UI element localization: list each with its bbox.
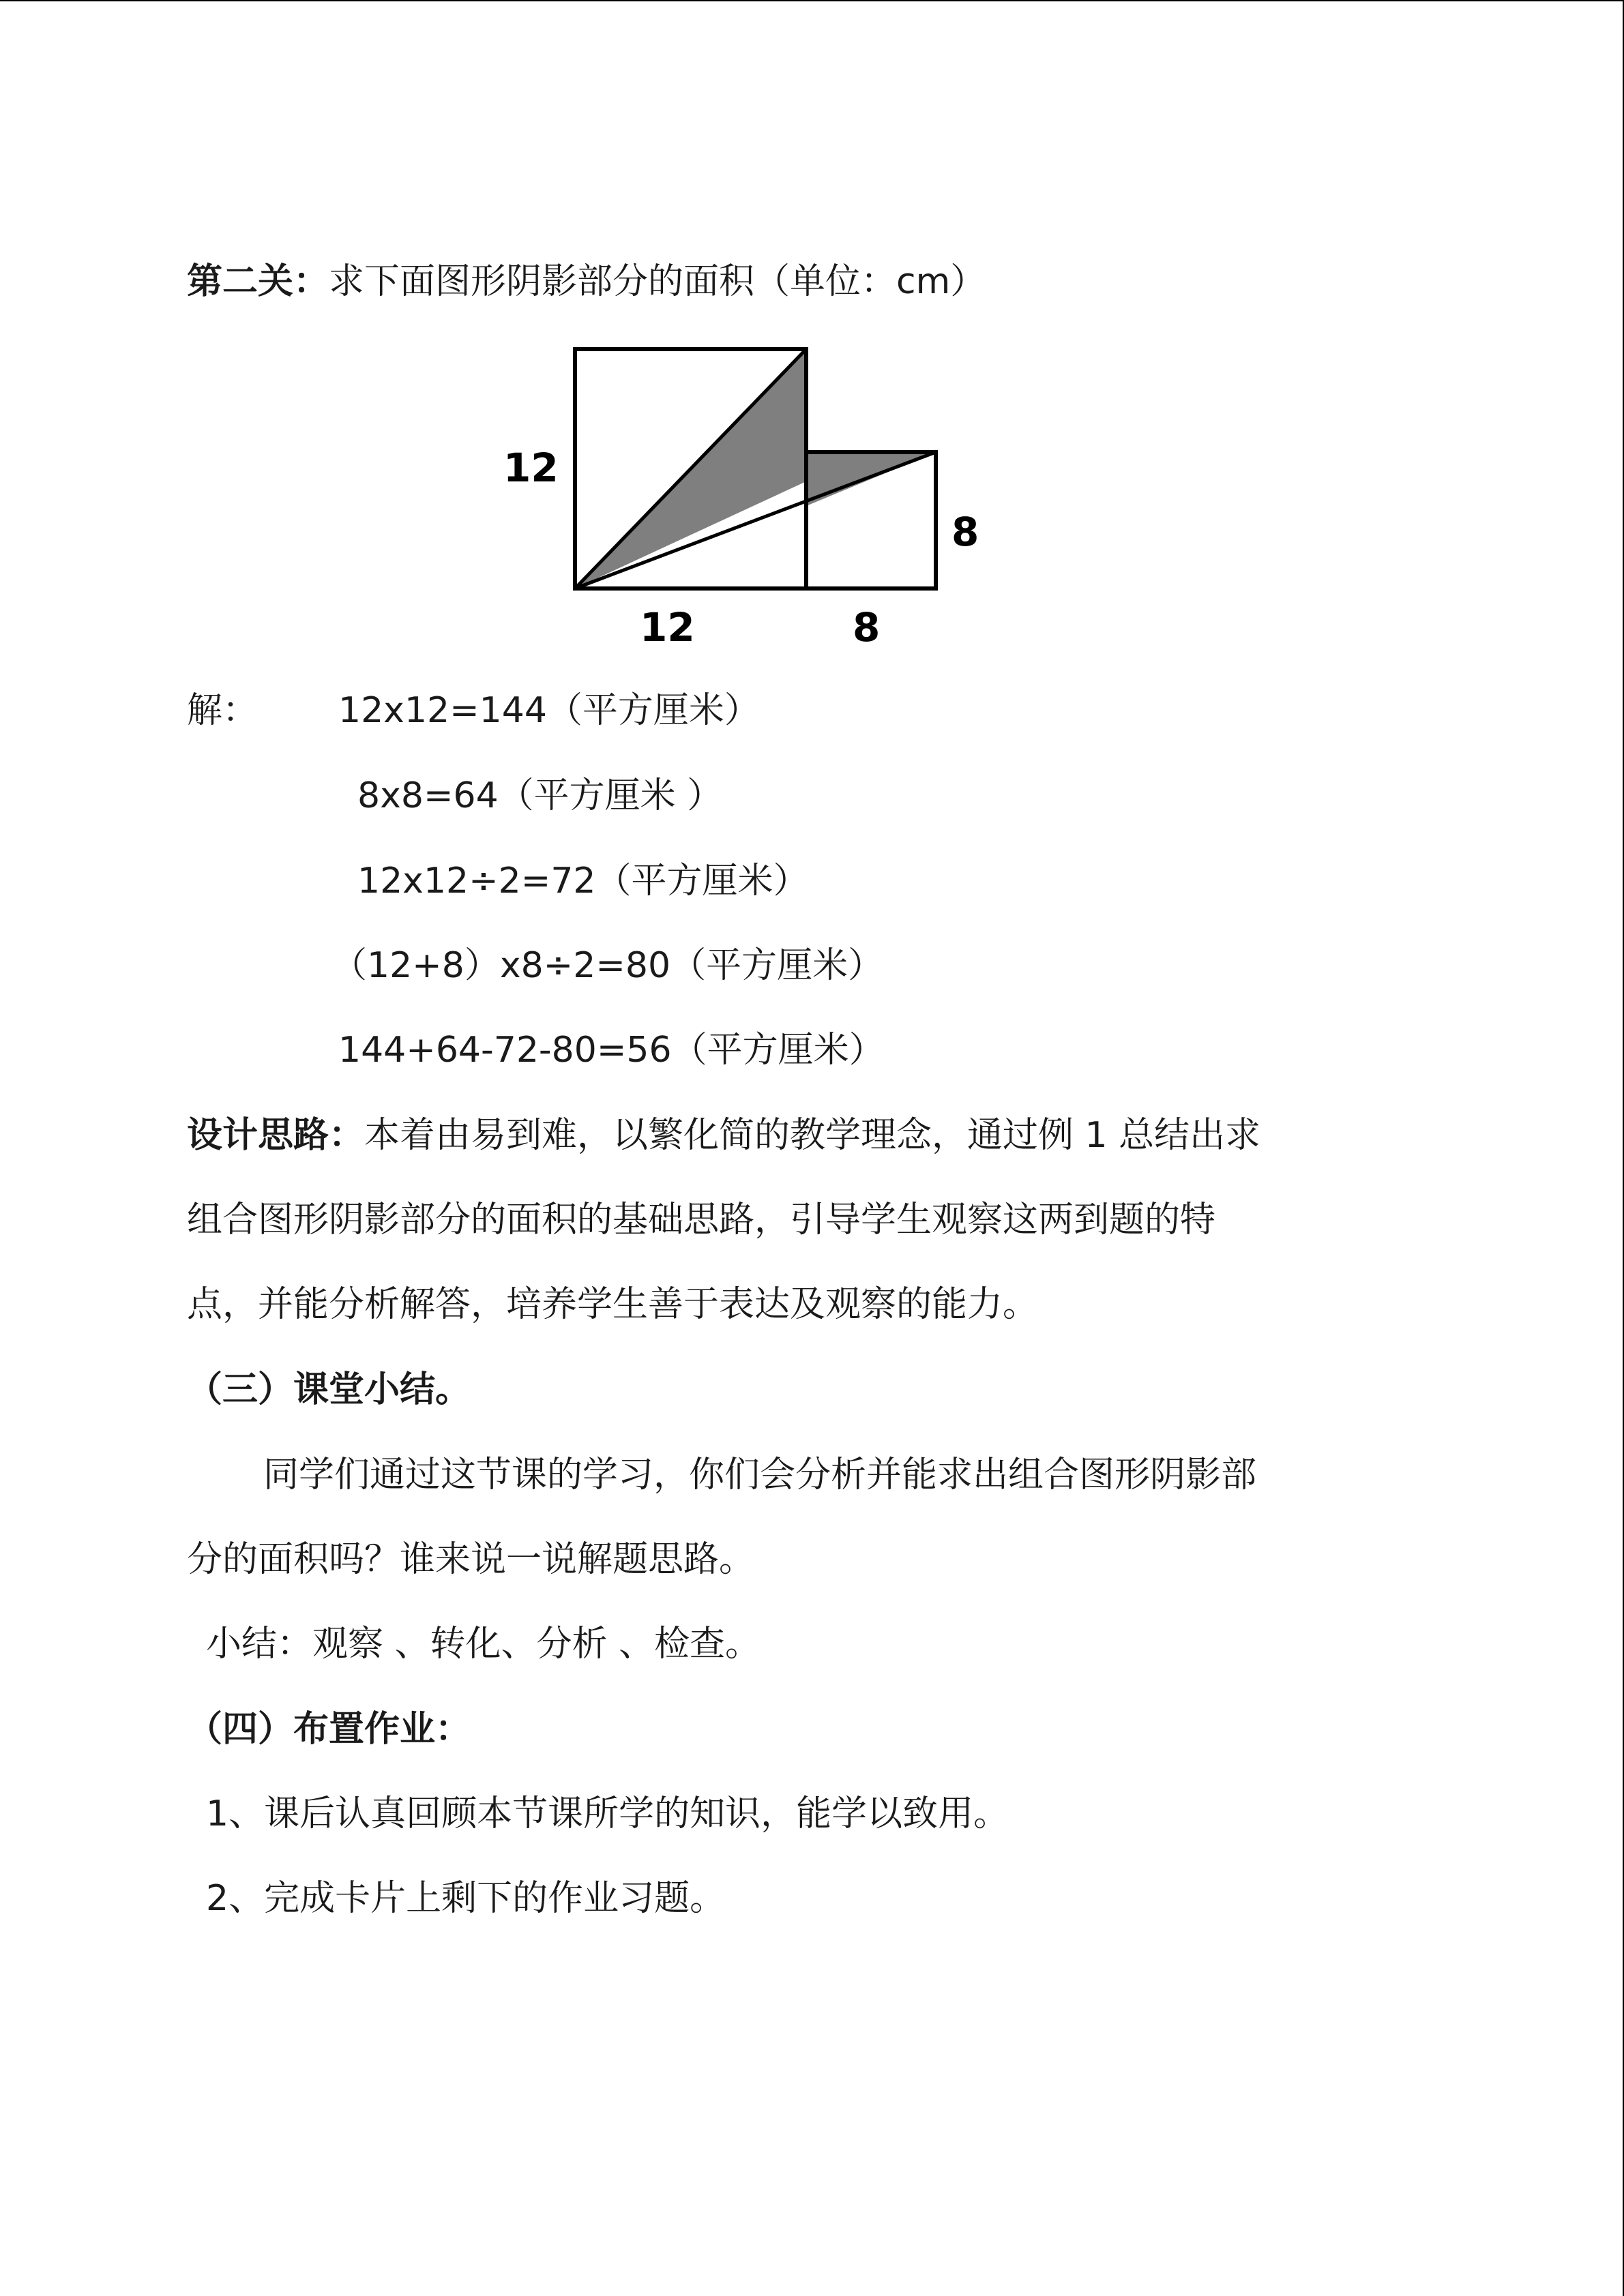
design-label: 设计思路： bbox=[187, 1115, 365, 1156]
summary-paragraph-line: 同学们通过这节课的学习，你们会分析并能求出组合图形阴影部 bbox=[263, 1455, 1257, 1495]
summary-paragraph-line: 分的面积吗？谁来说一说解题思路。 bbox=[187, 1539, 755, 1580]
small-square-base-label: 8 bbox=[853, 604, 881, 651]
solution-label: 解： bbox=[187, 690, 259, 731]
large-square-base-label: 12 bbox=[640, 604, 695, 651]
level2-text: 求下面图形阴影部分的面积（单位：cm） bbox=[329, 261, 986, 302]
solution-step: 12x12=144（平方厘米） bbox=[338, 690, 760, 731]
design-paragraph-line: 组合图形阴影部分的面积的基础思路，引导学生观察这两到题的特 bbox=[187, 1199, 1216, 1240]
summary-heading: （三）课堂小结。 bbox=[187, 1369, 471, 1410]
design-paragraph-line bbox=[187, 1115, 1260, 1156]
homework-item: 2、完成卡片上剩下的作业习题。 bbox=[206, 1878, 726, 1919]
large-square-side-label: 12 bbox=[503, 445, 559, 491]
solution-step: （12+8）x8÷2=80（平方厘米） bbox=[331, 945, 884, 986]
solution-step: 144+64-72-80=56（平方厘米） bbox=[338, 1030, 885, 1071]
homework-heading: （四）布置作业： bbox=[187, 1709, 471, 1750]
design-paragraph-line: 点，并能分析解答，培养学生善于表达及观察的能力。 bbox=[187, 1284, 1039, 1325]
level2-label: 第二关： bbox=[187, 261, 329, 302]
summary-recap: 小结：观察 、转化、分析 、检查。 bbox=[206, 1624, 761, 1665]
homework-item: 1、课后认真回顾本节课所学的知识，能学以致用。 bbox=[206, 1793, 1009, 1834]
design-text: 本着由易到难，以繁化简的教学理念，通过例 1 总结出求 bbox=[364, 1115, 1261, 1156]
solution-step: 12x12÷2=72（平方厘米） bbox=[357, 861, 809, 901]
small-square-side-label: 8 bbox=[951, 509, 979, 555]
solution-step: 8x8=64（平方厘米 ） bbox=[357, 775, 723, 816]
